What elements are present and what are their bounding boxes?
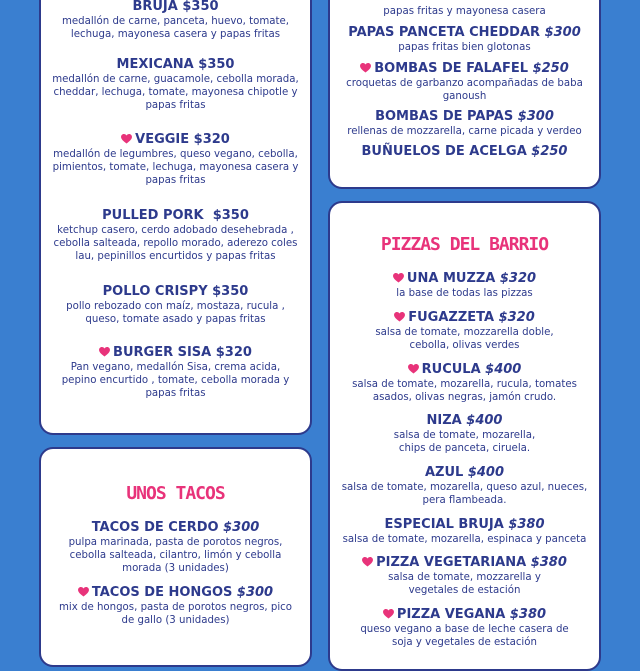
item-description: rellenas de mozzarella, carne picada y verdeo [347,126,582,137]
item-name: UNA MUZZA [406,271,496,286]
item-description: la base de todas las pizzas [396,288,533,299]
item-price: $380 [508,517,545,532]
item-title [330,143,599,160]
item-price: $300 [223,520,260,535]
item-name: BUÑUELOS DE ACELGA [361,144,527,159]
item-description: papas fritas y mayonesa casera [383,6,546,17]
item-title [330,24,599,41]
menu-item [330,60,599,103]
item-price: $320 [193,132,230,147]
heart-icon [360,63,371,73]
item-price: $350 [182,0,219,14]
menu-item [330,554,599,597]
item-title [330,464,599,481]
item-title [41,207,310,224]
item-price: $300 [544,25,581,40]
item-description: medallón de carne, panceta, huevo, tomate, lechuga, mayonesa casera y papas fritas [61,16,290,41]
section-title: UNOS TACOS [126,483,225,504]
menu-item [41,519,310,576]
burgers-panel [39,0,312,435]
menu-item [41,283,310,326]
item-title [41,344,310,361]
menu-item [41,0,310,41]
item-title [41,56,310,73]
item-price: $320 [499,271,537,286]
item-name: POLLO CRISPY [102,284,208,299]
menu-item [41,56,310,113]
item-description: queso vegano a base de leche casera de soja y vegetales de estación [360,624,569,649]
item-title [330,516,599,533]
item-title [330,108,599,125]
item-description: salsa de tomate, mozarella, queso azul, nueces, pera flambeada. [341,482,588,507]
heart-icon [362,557,373,567]
item-name: PIZZA VEGETARIANA [376,555,527,570]
item-title [330,270,599,287]
menu-item [41,344,310,401]
item-name: PAPAS PANCETA CHEDDAR [348,25,541,40]
item-title [330,554,599,571]
item-description: salsa de tomate, mozarella, espinaca y panceta [342,534,587,545]
item-name: RUCULA [421,362,481,377]
heart-icon [121,134,132,144]
item-name: MEXICANA [116,57,194,72]
item-description: ketchup casero, cerdo adobado desehebrada , cebolla salteada, repollo morado, aderezo coles lau, pepinillos encurtidos y papas fritas [53,225,298,263]
menu-item [330,412,599,455]
item-price: $400 [466,413,503,428]
item-price: $350 [198,57,235,72]
item-price: $380 [509,607,547,622]
item-price: $250 [531,144,568,159]
menu-item [330,5,599,18]
pizzas-panel [328,201,601,671]
menu-item [41,584,310,627]
item-title [330,309,599,326]
menu-item [330,24,599,54]
item-price: $250 [532,61,569,76]
menu-item [41,207,310,264]
item-title [41,0,310,15]
heart-icon [78,587,89,597]
heart-icon [394,312,405,322]
item-name: NIZA [426,413,462,428]
menu-item [330,516,599,546]
section-title: PIZZAS DEL BARRIO [380,234,549,255]
item-name: ESPECIAL BRUJA [384,517,504,532]
item-name: PIZZA VEGANA [396,607,506,622]
item-name: FUGAZZETA [408,310,495,325]
item-title [41,519,310,536]
menu-item [330,606,599,649]
item-description: pulpa marinada, pasta de porotos negros, cebolla salteada, cilantro, limón y cebolla morada (3 unidades) [68,537,283,575]
item-description: pollo rebozado con maíz, mostaza, rucula , queso, tomate asado y papas fritas [66,301,285,326]
heart-icon [99,347,110,357]
item-name: BRUJA [132,0,178,14]
heart-icon [383,609,394,619]
item-name: TACOS DE CERDO [91,520,219,535]
item-price: $400 [467,465,505,480]
heart-icon [408,364,419,374]
item-name: TACOS DE HONGOS [91,585,233,600]
item-title [330,60,599,77]
menu-item [330,143,599,160]
item-price: $320 [498,310,535,325]
item-price: $380 [530,555,567,570]
menu-item [330,361,599,404]
item-description: mix de hongos, pasta de porotos negros, pico de gallo (3 unidades) [58,602,293,627]
item-title [41,584,310,601]
item-price: $320 [215,345,252,360]
item-name: BOMBAS DE PAPAS [375,109,514,124]
menu-item [330,270,599,300]
menu-item [330,464,599,507]
item-description: salsa de tomate, mozzarella doble, cebolla, olivas verdes [375,327,554,352]
item-description: salsa de tomate, mozarella, rucula, tomates asados, olivas negras, jamón crudo. [352,379,577,404]
item-description: salsa de tomate, mozarella, chips de panceta, ciruela. [393,430,536,455]
item-description: medallón de carne, guacamole, cebolla morada, cheddar, lechuga, tomate, mayonesa chipotle y papas fritas [52,74,299,112]
heart-icon [393,273,404,283]
menu-item [330,309,599,352]
item-description: medallón de legumbres, queso vegano, cebolla, pimientos, tomate, lechuga, mayonesa casera y papas fritas [52,149,299,187]
item-description: croquetas de garbanzo acompañadas de baba ganoush [346,78,583,103]
item-price: $300 [236,585,274,600]
menu-item [330,108,599,138]
item-price: $400 [485,362,522,377]
item-price: $300 [517,109,554,124]
item-name: AZUL [424,465,464,480]
item-name: BURGER SISA [113,345,212,360]
menu-item [41,131,310,188]
item-title [330,412,599,429]
item-title [41,131,310,148]
sides-panel [328,0,601,189]
item-description: Pan vegano, medallón Sisa, crema acida, pepino encurtido , tomate, cebolla morada y papas fritas [61,362,290,400]
item-name: PULLED PORK [102,208,204,223]
item-title [330,606,599,623]
item-description: papas fritas bien glotonas [398,42,531,53]
item-price: $350 [212,208,249,223]
tacos-panel [39,447,312,667]
item-description: salsa de tomate, mozzarella y vegetales de estación [388,572,541,597]
item-title [330,361,599,378]
item-name: VEGGIE [135,132,190,147]
item-name: BOMBAS DE FALAFEL [374,61,529,76]
item-title [41,283,310,300]
item-price: $350 [212,284,249,299]
